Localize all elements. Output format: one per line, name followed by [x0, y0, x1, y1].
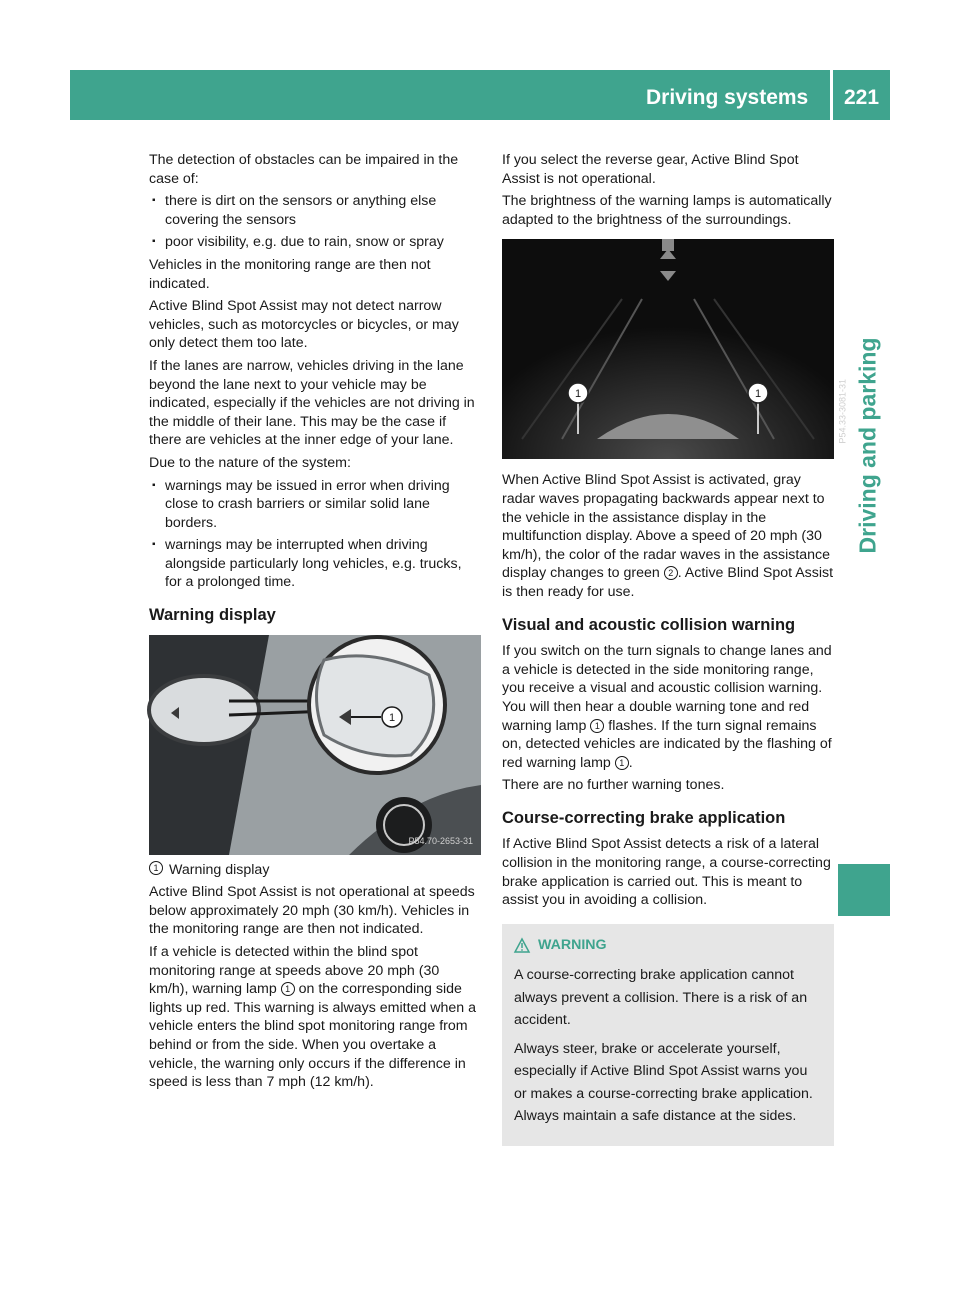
paragraph: If Active Blind Spot Assist detects a risk of a lateral collision in the monitoring range, a course-correcting brake application is carried out. This is meant to assist you in avoiding a collision. [502, 836, 831, 909]
side-tab-label: Driving and parking [854, 337, 881, 553]
right-column [502, 151, 848, 1146]
paragraph: Active Blind Spot Assist is not operational at speeds below approximately 20 mph (30 km/h). Vehicles in the monitoring range are then not indicated. [149, 884, 475, 938]
image-callout-1: 1 [388, 711, 396, 724]
section-title: Driving systems [646, 86, 809, 109]
paragraph: Due to the nature of the system: [149, 454, 351, 471]
image-code: P54.33-3081-31 [838, 379, 848, 444]
list-item: ▪ warnings may be interrupted when driving alongside particularly long vehicles, e.g. trucks, for a prolonged time. [149, 536, 481, 592]
callout-number: 1 [149, 861, 163, 875]
image-code: P54.70-2653-31 [408, 836, 473, 847]
callout-number: 1 [590, 719, 604, 733]
list-item: ▪ warnings may be issued in error when driving close to crash barriers or similar solid lane borders. [149, 477, 481, 533]
paragraph: The brightness of the warning lamps is automatically adapted to the brightness of the surroundings. [502, 193, 832, 228]
left-column [149, 151, 481, 1096]
mirror-illustration [149, 635, 481, 855]
paragraph: If the lanes are narrow, vehicles driving in the lane beyond the lane next to your vehicle may be indicated, especially if the vehicles are not driving in the middle of their lane. This may be the case if there are vehicles at the inner edge of your lane. [149, 357, 475, 449]
warning-text: A course-correcting brake application cannot always prevent a collision. There is a risk of an accident. [514, 967, 808, 1029]
callout-number: 1 [281, 982, 295, 996]
section-heading: Course-correcting brake application [502, 808, 786, 827]
warning-box [502, 924, 834, 1146]
paragraph: When Active Blind Spot Assist is activated, gray radar waves propagating backwards appear next to the vehicle in the assistance display in the multifunction display. Above a speed of 20 mph (30 km/h), the color of the radar waves in the assistance display changes to green 2 . Active Blind Spot Assist is then ready for use. [502, 472, 834, 600]
callout-number: 2 [664, 566, 678, 580]
page-number: 221 [844, 86, 880, 109]
warning-triangle-icon [514, 938, 530, 953]
paragraph: If a vehicle is detected within the blind spot monitoring range at speeds above 20 mph (30 km/h), warning lamp 1 on the corresponding side lights up red. This warning is always emitted when a vehicle enters the blind spot monitoring range from behind or from the side. When you overtake a vehicle, the warning only occurs if the difference in speed is less than 7 mph (12 km/h). [149, 944, 476, 1091]
paragraph: There are no further warning tones. [502, 777, 725, 794]
paragraph: Vehicles in the monitoring range are then not indicated. [149, 256, 431, 292]
paragraph: If you select the reverse gear, Active Blind Spot Assist is not operational. [502, 152, 799, 187]
image-callout-right: 1 [754, 388, 762, 401]
paragraph: If you switch on the turn signals to change lanes and a vehicle is detected in the side monitoring range, you receive a visual and acoustic collision warning. You will then hear a double warning tone and red warning lamp 1 flashes. If the turn signal remains on, detected vehicles are indicated by the flashing of red warning lamp 1 . [502, 643, 832, 771]
display-illustration [502, 239, 834, 459]
side-tab [848, 300, 888, 590]
assistance-display-image [502, 239, 848, 459]
section-heading: Warning display [149, 606, 276, 625]
callout-number: 1 [615, 756, 629, 770]
warning-header [514, 934, 822, 957]
image-callout-left: 1 [574, 388, 582, 401]
header-divider [830, 70, 833, 120]
section-heading: Visual and acoustic collision warning [502, 615, 796, 634]
caption-text: Warning display [169, 861, 270, 878]
warning-display-photo [149, 635, 481, 855]
image-caption [149, 861, 481, 880]
paragraph: Active Blind Spot Assist may not detect narrow vehicles, such as motorcycles or bicycles, or may only detect them too late. [149, 298, 459, 352]
paragraph: The detection of obstacles can be impaired in the case of: [149, 152, 459, 187]
warning-text: Always steer, brake or accelerate yourself, especially if Active Blind Spot Assist warns you or makes a course-correcting brake application. Always maintain a safe distance at the sides. [514, 1040, 813, 1125]
list-item: ▪ poor visibility, e.g. due to rain, snow or spray [149, 233, 481, 252]
warning-title: WARNING [538, 936, 607, 953]
side-tab-marker [838, 864, 890, 916]
list-item: ▪ there is dirt on the sensors or anything else covering the sensors [149, 192, 481, 229]
